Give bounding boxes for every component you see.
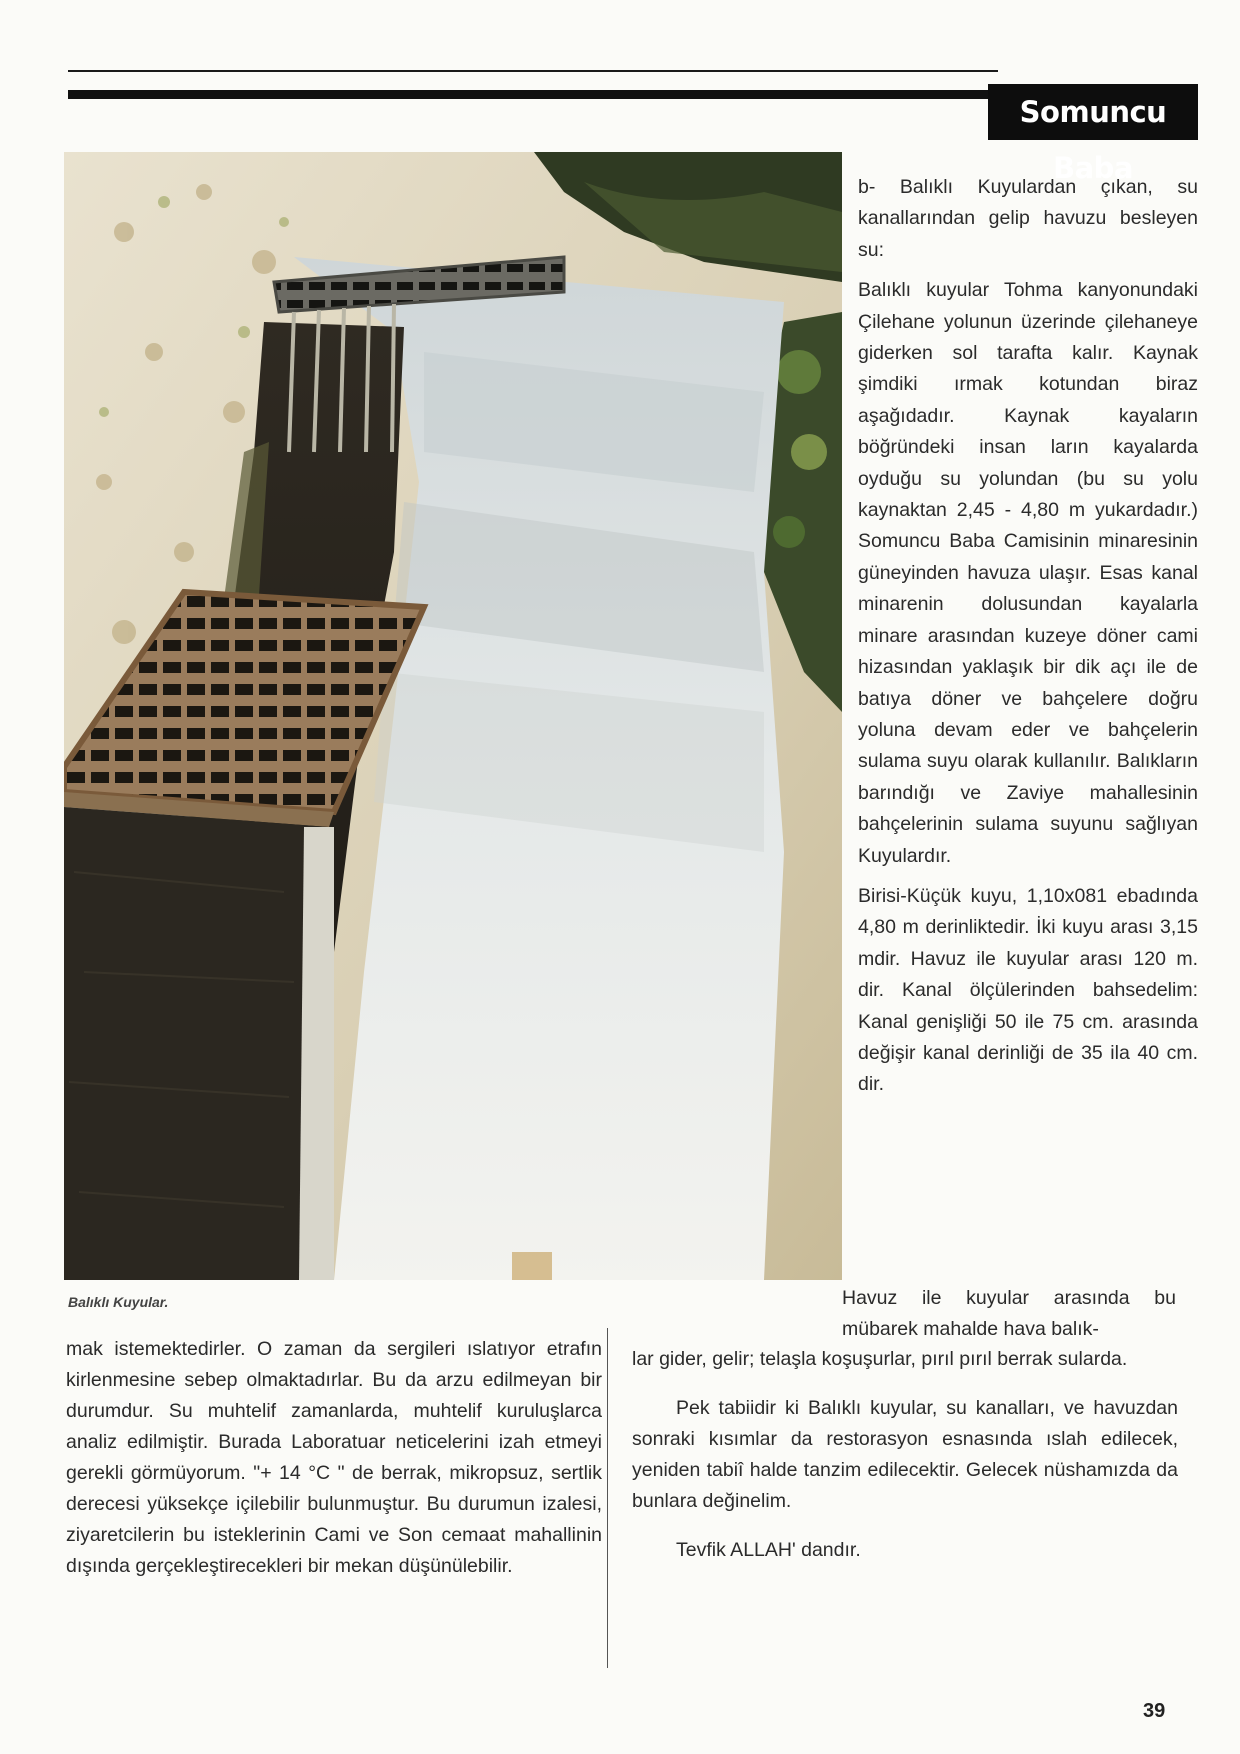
bottom-left-column: [66, 1334, 602, 1582]
right-column: [858, 172, 1198, 1110]
header-rule-thin: [68, 70, 998, 72]
photo-caption: Balıklı Kuyular.: [68, 1294, 169, 1310]
section-heading: b- Balıklı Kuyulardan çıkan, su kanallarından gelip havuzu besleyen su:: [858, 176, 1198, 261]
right-paragraph-2: Birisi-Küçük kuyu, 1,10x081 ebadında 4,80 m derinliktedir. İki kuyu arası 3,15 mdir. Havuz ile kuyular arası 120 m. dir. Kanal ölçülerinden bahsedelim: Kanal genişliği 50 ile 75 cm. arasında değişir kanal derinliği de 35 ila 40 cm. dir.: [858, 884, 1198, 1096]
magazine-title: Somuncu Baba: [988, 84, 1198, 140]
bottom-right-paragraph: Pek tabiidir ki Balıklı kuyular, su kanalları, ve havuzdan sonraki kısımlar da restorasyon esnasında ıslah edilecek, yeniden tabiî halde tanzim edilecektir. Gelecek nüshamızda da bunlara değinelim.: [632, 1397, 1178, 1512]
right-paragraph-3-start: Havuz ile kuyular arasında bu mübarek mahalde hava balık-: [842, 1287, 1176, 1340]
closing-line: Tevfik ALLAH' dandır.: [676, 1539, 861, 1561]
bottom-right-continuation: lar gider, gelir; telaşla koşuşurlar, pırıl pırıl berrak sularda.: [632, 1348, 1128, 1370]
right-paragraph-1: Balıklı kuyular Tohma kanyonundaki Çilehane yolunun üzerinde çilehaneye giderken sol tarafta kalır. Kaynak şimdiki ırmak kotundan biraz aşağıdadır. Kaynak kayaların böğründeki insan ların kayalarda oyduğu su yolundan (bu su yolu kaynaktan 2,45 - 4,80 m yukardadır.) Somuncu Baba Camisinin minaresinin güneyinden havuza ulaşır. Esas kanal minarenin dolusundan kayalarla minare arasından kuzeye döner cami hizasından yaklaşık bir dik açı ile de batıya döner ve bahçelere doğru yoluna devam eder ve bahçelerin sulama suyu olarak kullanılır. Balıkların barındığı ve Zaviye mahallesinin bahçelerinin sulama suyunu sağlıyan Kuyulardır.: [858, 279, 1198, 867]
column-divider: [607, 1328, 608, 1668]
page-number: 39: [1143, 1700, 1166, 1722]
bottom-right-column: [632, 1344, 1178, 1566]
header-rule-thick: [68, 90, 998, 99]
bottom-left-text: mak istemektedirler. O zaman da sergileri ıslatıyor etrafın kirlenmesine sebep olmaktadırlar. Bu da arzu edilmeyan bir durumdur. Su muhtelif zamanlarda, muhtelif kuruluşlarca analiz edilmiştir. Burada Laboratuar neticelerini izah etmeyi gerekli görmüyorum. "+ 14 °C " de berrak, mikropsuz, sertlik derecesi yüksekçe içilebilir bulunmuştur. Bu durumun izalesi, ziyaretcilerin bu isteklerinin Cami ve Son cemaat mahallinin dışında gerçekleştirecekleri bir mekan düşünülebilir.: [66, 1338, 602, 1577]
right-paragraph-3: [842, 1283, 1176, 1345]
photo-fish-wells: [64, 152, 842, 1280]
